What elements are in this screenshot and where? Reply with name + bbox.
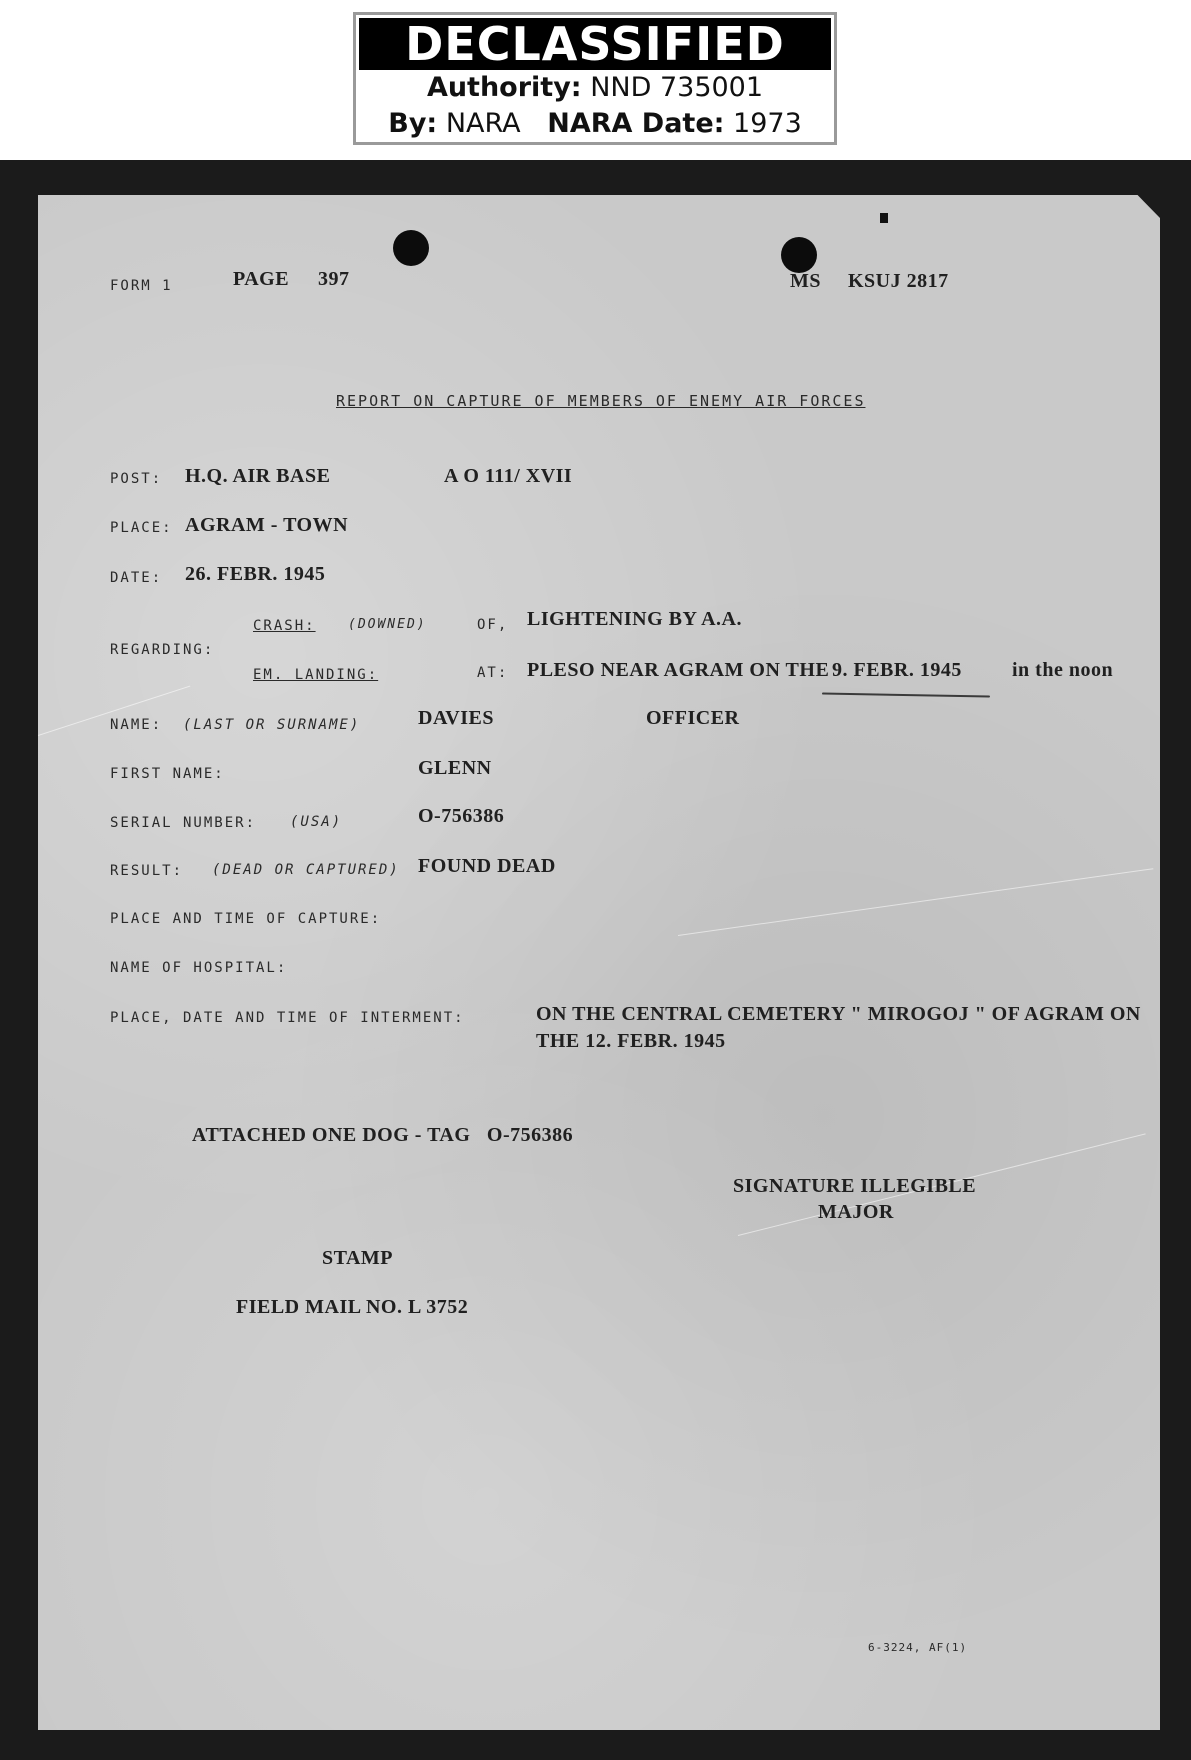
at-value-time: in the noon [1012,659,1114,681]
field-mail: FIELD MAIL NO. L 3752 [236,1296,469,1318]
banner-by-date [356,106,834,142]
authority-value: NND 735001 [590,72,764,103]
punch-hole-right [781,237,817,273]
stamp-label: STAMP [322,1247,394,1269]
form-code: 6-3224, AF(1) [868,1641,968,1654]
name-label: NAME: [110,717,163,733]
date-label: DATE: [110,570,163,586]
name-hint: (LAST OR SURNAME) [183,717,361,733]
first-name-value: GLENN [418,757,492,779]
regarding-label: REGARDING: [110,642,215,658]
banner-authority [356,70,834,106]
ms-label: MS [790,270,821,292]
em-landing-label: EM. LANDING: [253,667,379,683]
crash-label: CRASH: [253,618,316,634]
capture-label: PLACE AND TIME OF CAPTURE: [110,911,382,927]
speck [880,213,888,223]
interment-value-line1: ON THE CENTRAL CEMETERY " MIROGOJ " OF AGRAM ON [536,1003,1141,1025]
hospital-label: NAME OF HOSPITAL: [110,960,288,976]
serial-hint: (USA) [290,814,343,830]
at-value-location: PLESO NEAR AGRAM ON THE [527,659,830,681]
place-label: PLACE: [110,520,173,536]
ms-number: KSUJ 2817 [848,270,949,292]
declassified-banner [353,12,837,145]
serial-value: O-756386 [418,805,505,827]
page-label: PAGE [233,268,290,290]
result-hint: (DEAD OR CAPTURED) [212,862,400,878]
place-value: AGRAM - TOWN [185,514,349,536]
interment-label: PLACE, DATE AND TIME OF INTERMENT: [110,1010,465,1026]
nara-date-value: 1973 [733,108,802,139]
nara-date-label: NARA Date: [547,108,725,139]
at-value-date: 9. FEBR. 1945 [832,659,962,681]
name-value: DAVIES [418,707,494,729]
result-label: RESULT: [110,863,184,879]
signature-text: SIGNATURE ILLEGIBLE [733,1175,977,1197]
scratch [678,868,1153,936]
post-value: H.Q. AIR BASE [185,465,331,487]
of-value: LIGHTENING BY A.A. [527,608,742,630]
at-label: AT: [477,665,509,681]
banner-title: DECLASSIFIED [359,18,831,70]
of-label: OF, [477,617,509,633]
form-number: FORM 1 [110,278,173,294]
downed-label: (DOWNED) [348,617,427,632]
interment-value-line2: THE 12. FEBR. 1945 [536,1030,726,1052]
authority-label: Authority: [426,72,582,103]
result-value: FOUND DEAD [418,855,556,877]
by-value: NARA [445,108,521,139]
by-label: By: [388,108,438,139]
post-code: A O 111/ XVII [444,465,573,487]
post-label: POST: [110,471,163,487]
rank-value: OFFICER [646,707,740,729]
serial-label: SERIAL NUMBER: [110,815,257,831]
page-number: 397 [318,268,350,290]
date-value: 26. FEBR. 1945 [185,563,326,585]
signature-rank: MAJOR [818,1201,894,1223]
attached-dog-tag: ATTACHED ONE DOG - TAG O-756386 [192,1124,574,1146]
punch-hole-left [393,230,429,266]
first-name-label: FIRST NAME: [110,766,225,782]
report-title: REPORT ON CAPTURE OF MEMBERS OF ENEMY AIR FORCES [336,392,866,410]
